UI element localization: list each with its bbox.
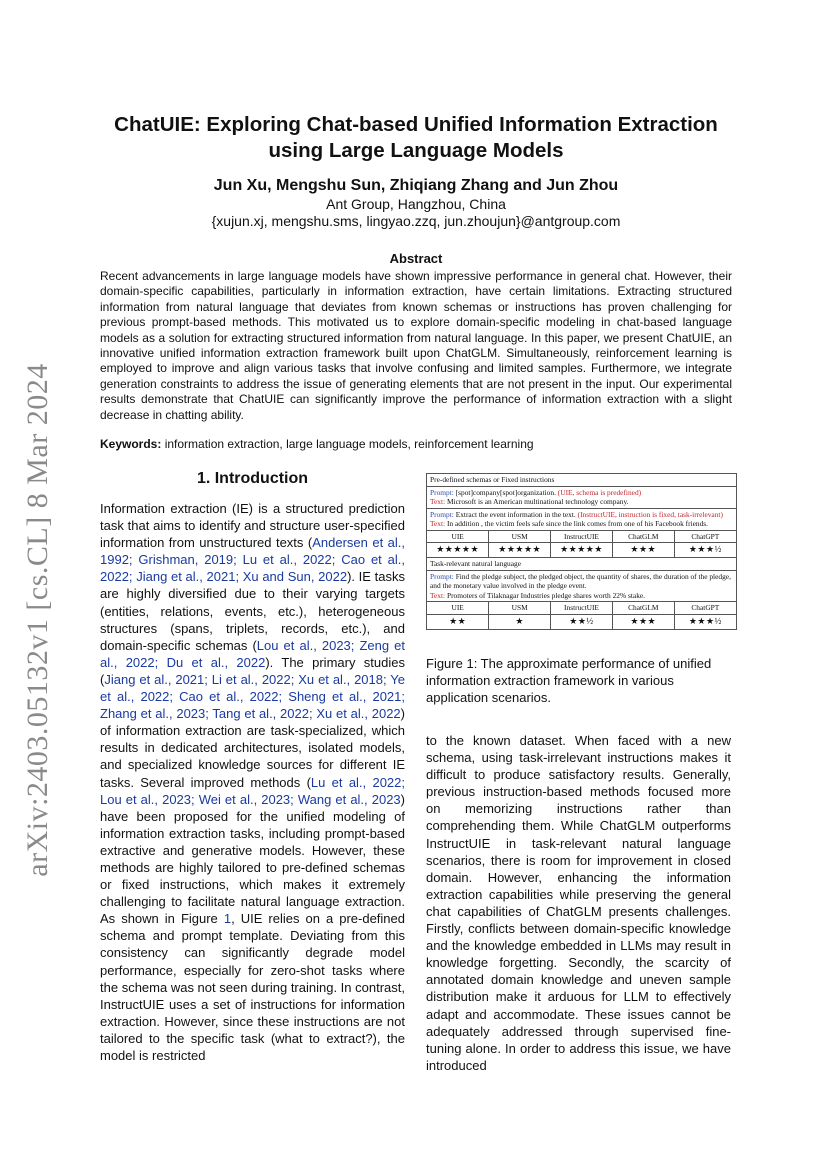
prompt-text: Extract the event information in the text. xyxy=(455,509,576,519)
star-rating: ★★★ xyxy=(612,543,674,558)
keywords xyxy=(100,437,732,451)
left-column-text xyxy=(100,500,405,1064)
affiliation: Ant Group, Hangzhou, China xyxy=(326,196,506,212)
author-emails: {xujun.xj, mengshu.sms, lingyao.zzq, jun.zhoujun}@antgroup.com xyxy=(211,213,621,229)
star-rating: ★★★½ xyxy=(688,544,722,555)
prompt-label: Prompt: xyxy=(430,571,454,581)
figure-section-title: Task-relevant natural language xyxy=(427,558,736,571)
body-text: ). IE tasks are highly diversified due to their varying targets (entities, relations, events, etc.), heterogeneous structures (spans, triplets, records, etc.), and domain-specific schemas ( xyxy=(100,569,405,653)
model-name: ChatGPT xyxy=(674,602,736,614)
citation-link[interactable]: Jiang et al., 2021; Li et al., 2022; Xu et al., 2018; Ye et al., 2022; Cao et al., 2022; Sheng et al., 2021; Zhang et al., 2023; Tang et al., 2022; Xu et al., 2022 xyxy=(100,671,405,722)
model-name: USM xyxy=(489,602,551,614)
rating-table-2 xyxy=(427,602,736,629)
prompt-text: [spot]company[spot]organization. xyxy=(455,487,556,497)
star-rating: ★★★½ xyxy=(688,615,722,626)
star-rating: ★★½ xyxy=(551,614,613,629)
figure-example-uie xyxy=(427,487,736,509)
body-text: , UIE relies on a pre-defined schema and prompt template. Deviating from this consistency can significantly degrade model performance, especially for zero-shot tasks where the schema was not seen during training. In contrast, InstructUIE uses a set of instructions for information extraction. However, since these instructions are not tailored to the specific task (what to extract?), the model is restricted xyxy=(100,911,405,1063)
figure-section-title: Pre-defined schemas or Fixed instructions xyxy=(427,474,736,487)
figure-caption: Figure 1: The approximate performance of unified information extraction framework in various application scenarios. xyxy=(426,656,712,705)
star-rating: ★★★ xyxy=(612,614,674,629)
figure-1 xyxy=(426,473,737,630)
arxiv-identifier: arXiv:2403.05132v1 [cs.CL] 8 Mar 2024 xyxy=(21,363,54,877)
model-name: InstructUIE xyxy=(551,531,613,543)
figure-example-task-relevant xyxy=(427,571,736,603)
text-label: Text: xyxy=(430,497,446,506)
model-name: ChatGLM xyxy=(612,602,674,614)
prompt-note: (UIE, schema is predefined) xyxy=(557,487,642,497)
text-label: Text: xyxy=(430,519,446,528)
prompt-label: Prompt: xyxy=(430,509,454,519)
star-rating: ★★★★★ xyxy=(489,543,551,558)
model-name: USM xyxy=(489,531,551,543)
example-text: Microsoft is an American multinational technology company. xyxy=(446,497,629,506)
example-text: Promoters of Tilaknagar Industries pledge shares worth 22% stake. xyxy=(446,590,646,600)
right-column-text: to the known dataset. When faced with a new schema, using task-irrelevant instructions makes it difficult to produce satisfactory results. Generally, previous instruction-based methods focused more on memorizing instructions rather than comprehending them. While ChatGLM outperforms InstructUIE in task-relevant natural language scenarios, there is room for improvement in closed domain. However, enhancing the information extraction capabilities while preserving the general chat capabilities of ChatGLM presents challenges. Firstly, conflicts between domain-specific knowledge and the knowledge embedded in LLMs may result in knowledge forgetting. Secondly, the scarcity of annotated domain knowledge and uneven sample distribution make it arduous for LLM to effectively adapt and accommodate. These issues cannot be adequately addressed through supervised fine-tuning alone. In order to address this issue, we have introduced xyxy=(426,733,731,1073)
abstract-heading: Abstract xyxy=(389,251,443,266)
prompt-note: (InstructUIE, instruction is fixed, task-irrelevant) xyxy=(577,509,723,519)
body-text: Information extraction (IE) is a structured prediction task that aims to identify and structure user-specified information from unstructured texts ( xyxy=(100,501,405,551)
example-text: In addition , the victim feels safe since the link comes from one of his Facebook friends. xyxy=(446,519,709,528)
section-heading-introduction: 1. Introduction xyxy=(196,470,309,487)
body-text: ). The primary studies ( xyxy=(100,654,405,687)
prompt-label: Prompt: xyxy=(430,487,454,497)
keywords-label: Keywords: xyxy=(100,437,162,451)
model-name: ChatGPT xyxy=(674,531,736,543)
model-name: InstructUIE xyxy=(551,602,613,614)
keywords-list: information extraction, large language models, reinforcement learning xyxy=(164,437,534,451)
star-rating: ★ xyxy=(489,614,551,629)
author-list: Jun Xu, Mengshu Sun, Zhiqiang Zhang and Jun Zhou xyxy=(213,177,619,194)
star-rating: ★★ xyxy=(427,614,489,629)
body-text: ) have been proposed for the unified modeling of information extraction tasks, including prompt-based extractive and generative models. However, these methods are highly tailored to pre-defined schemas or fixed instructions, which makes it extremely challenging to facilitate natural language extraction. As shown in Figure xyxy=(100,791,405,927)
affiliation-block xyxy=(100,196,732,230)
prompt-text: Find the pledge subject, the pledged object, the quantity of shares, the duration of the pledge, and the monetary value involved in the pledge event. xyxy=(430,571,731,590)
citation-link[interactable]: Lou et al., 2023; Zeng et al., 2022; Du et al., 2022 xyxy=(100,637,405,670)
star-rating: ★★★★★ xyxy=(427,543,489,558)
model-name: ChatGLM xyxy=(612,531,674,543)
citation-link[interactable]: Andersen et al., 1992; Grishman, 2019; Lu et al., 2022; Cao et al., 2022; Jiang et al., 2021; Xu and Sun, 2022 xyxy=(100,535,405,585)
rating-table-1 xyxy=(427,531,736,559)
model-name: UIE xyxy=(427,602,489,614)
model-name: UIE xyxy=(427,531,489,543)
paper-title: ChatUIE: Exploring Chat-based Unified Information Extraction using Large Language Models xyxy=(114,113,718,162)
star-rating: ★★★★★ xyxy=(551,543,613,558)
figure-example-instructuie xyxy=(427,509,736,531)
citation-link[interactable]: Lu et al., 2022; Lou et al., 2023; Wei et al., 2023; Wang et al., 2023 xyxy=(100,774,405,807)
body-text: ) of information extraction are task-specialized, which results in dedicated architectures, isolated models, and specialized knowledge sources for different IE tasks. Several improved methods ( xyxy=(100,706,405,790)
citation-link[interactable]: 1 xyxy=(223,911,232,927)
abstract-text: Recent advancements in large language models have shown impressive performance in general chat. However, their domain-specific capabilities, particularly in information extraction, have certain limitations. Extracting structured information from natural language that deviates from known schemas or instructions has proven challenging for previous prompt-based methods. This motivated us to explore domain-specific modeling in chat-based language models as a solution for extracting structured information from natural language. In this paper, we present ChatUIE, an innovative unified information extraction framework built upon ChatGLM. Simultaneously, reinforcement learning is employed to improve and align various tasks that involve confusing and limited samples. Furthermore, we integrate generation constraints to address the issue of generating elements that are not present in the input. Our experimental results demonstrate that ChatUIE can significantly improve the performance of information extraction with a slight decrease in chatting ability. xyxy=(100,269,732,422)
text-label: Text: xyxy=(430,590,446,600)
